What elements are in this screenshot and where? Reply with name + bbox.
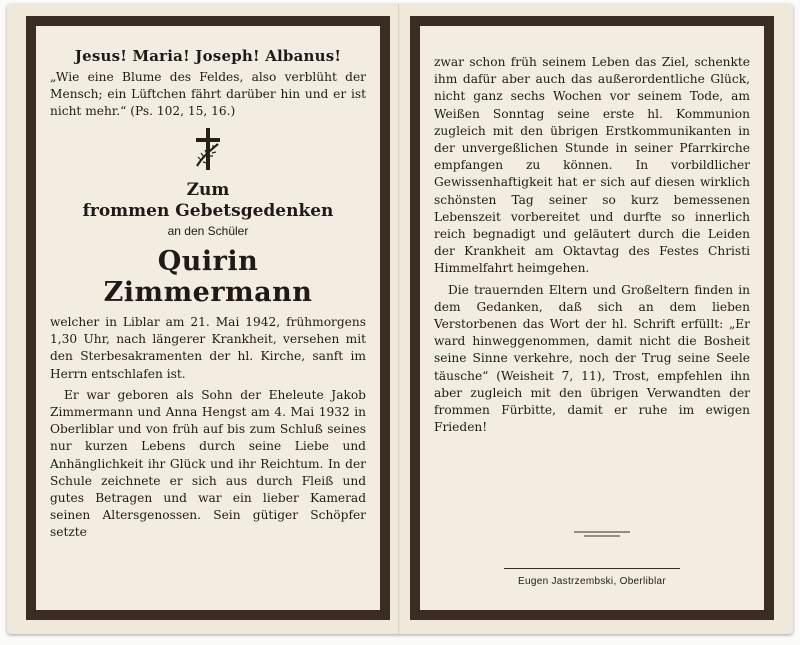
psalm-quote: „Wie eine Blume des Feldes, also verblüht der Mensch; ein Lüftchen fährt darüber hin und er ist nicht mehr.“ (Ps. 102, 15, 16.) [50,70,366,118]
death-notice-paragraph: welcher in Liblar am 21. Mai 1942, frühmorgens 1,30 Uhr, nach längerer Krankheit, versehen mit den Sterbesakramenten der hl. Kirche, sanft im Herrn entschlafen ist. [50,315,366,381]
left-body-text [50,314,366,542]
communion-paragraph: zwar schon früh seinem Leben das Ziel, schenkte ihm dafür aber auch das außerordentliche Glück, nicht ganz sechs Wochen vor seinem Tode, am Weißen Sonntag seine erste hl. Kommunion zugleich mit den übrigen Erstkommunikanten in der unvergeßlichen Stunde in seiner Pfarrkirche empfangen zu können. In vorbildlicher Gewissenhaftigkeit hat er sich auf diesen wirklich schönsten Tag seiner so kurz bemessenen Lebenszeit vorbereitet und durfte so innerlich reich begnadigt und geläutert durch die Leiden der Krankheit am Oktavtag des Festes Christi Himmelfahrt heimgehen. [434,55,750,276]
biography-paragraph: Er war geboren als Sohn der Eheleute Jakob Zimmermann und Anna Hengst am 4. Mai 1932 in Oberliblar und von früh auf bis zum Schluß seines nur kurzen Lebens durch seine Liebe und Anhänglichkeit ihr Glück und ihr Reichtum. In der Schule zeichnete er sich aus durch Fleiß und gutes Betragen und war ein lieber Kamerad seinen Altersgenossen. Sein gütiger Schöpfer setzte [50,387,366,540]
heading-zum: Zum [186,180,230,200]
invocation: Jesus! Maria! Joseph! Albanus! [74,47,342,65]
heading-prayer-memorial: frommen Gebetsgedenken [82,201,334,221]
printer-credit: Eugen Jastrzembski, Oberliblar [518,576,666,587]
subheading: an den Schüler [167,224,249,238]
crucifix-with-palm-icon [50,126,366,174]
right-panel [410,16,774,620]
card-fold [398,4,400,634]
divider-ornament [434,526,750,538]
left-panel [26,16,390,620]
printer-rule [504,568,680,569]
deceased-name: Quirin Zimmermann [103,246,313,308]
mourning-paragraph: Die trauernden Eltern und Großeltern finden in dem Gedanken, daß sich an dem lieben Verstorbenen das Wort der hl. Schrift erfüllt: „Er ward hinweggenommen, damit nicht die Bosheit seine Sinne verkehre, noch der Trug seine Seele täusche“ (Weisheit 7, 11), Trost, empfehlen ihn aber zugleich mit den übrigen Verwandten der frommen Fürbitte, damit er ruhe im ewigen Frieden! [434,282,750,435]
right-body-text [434,54,750,436]
